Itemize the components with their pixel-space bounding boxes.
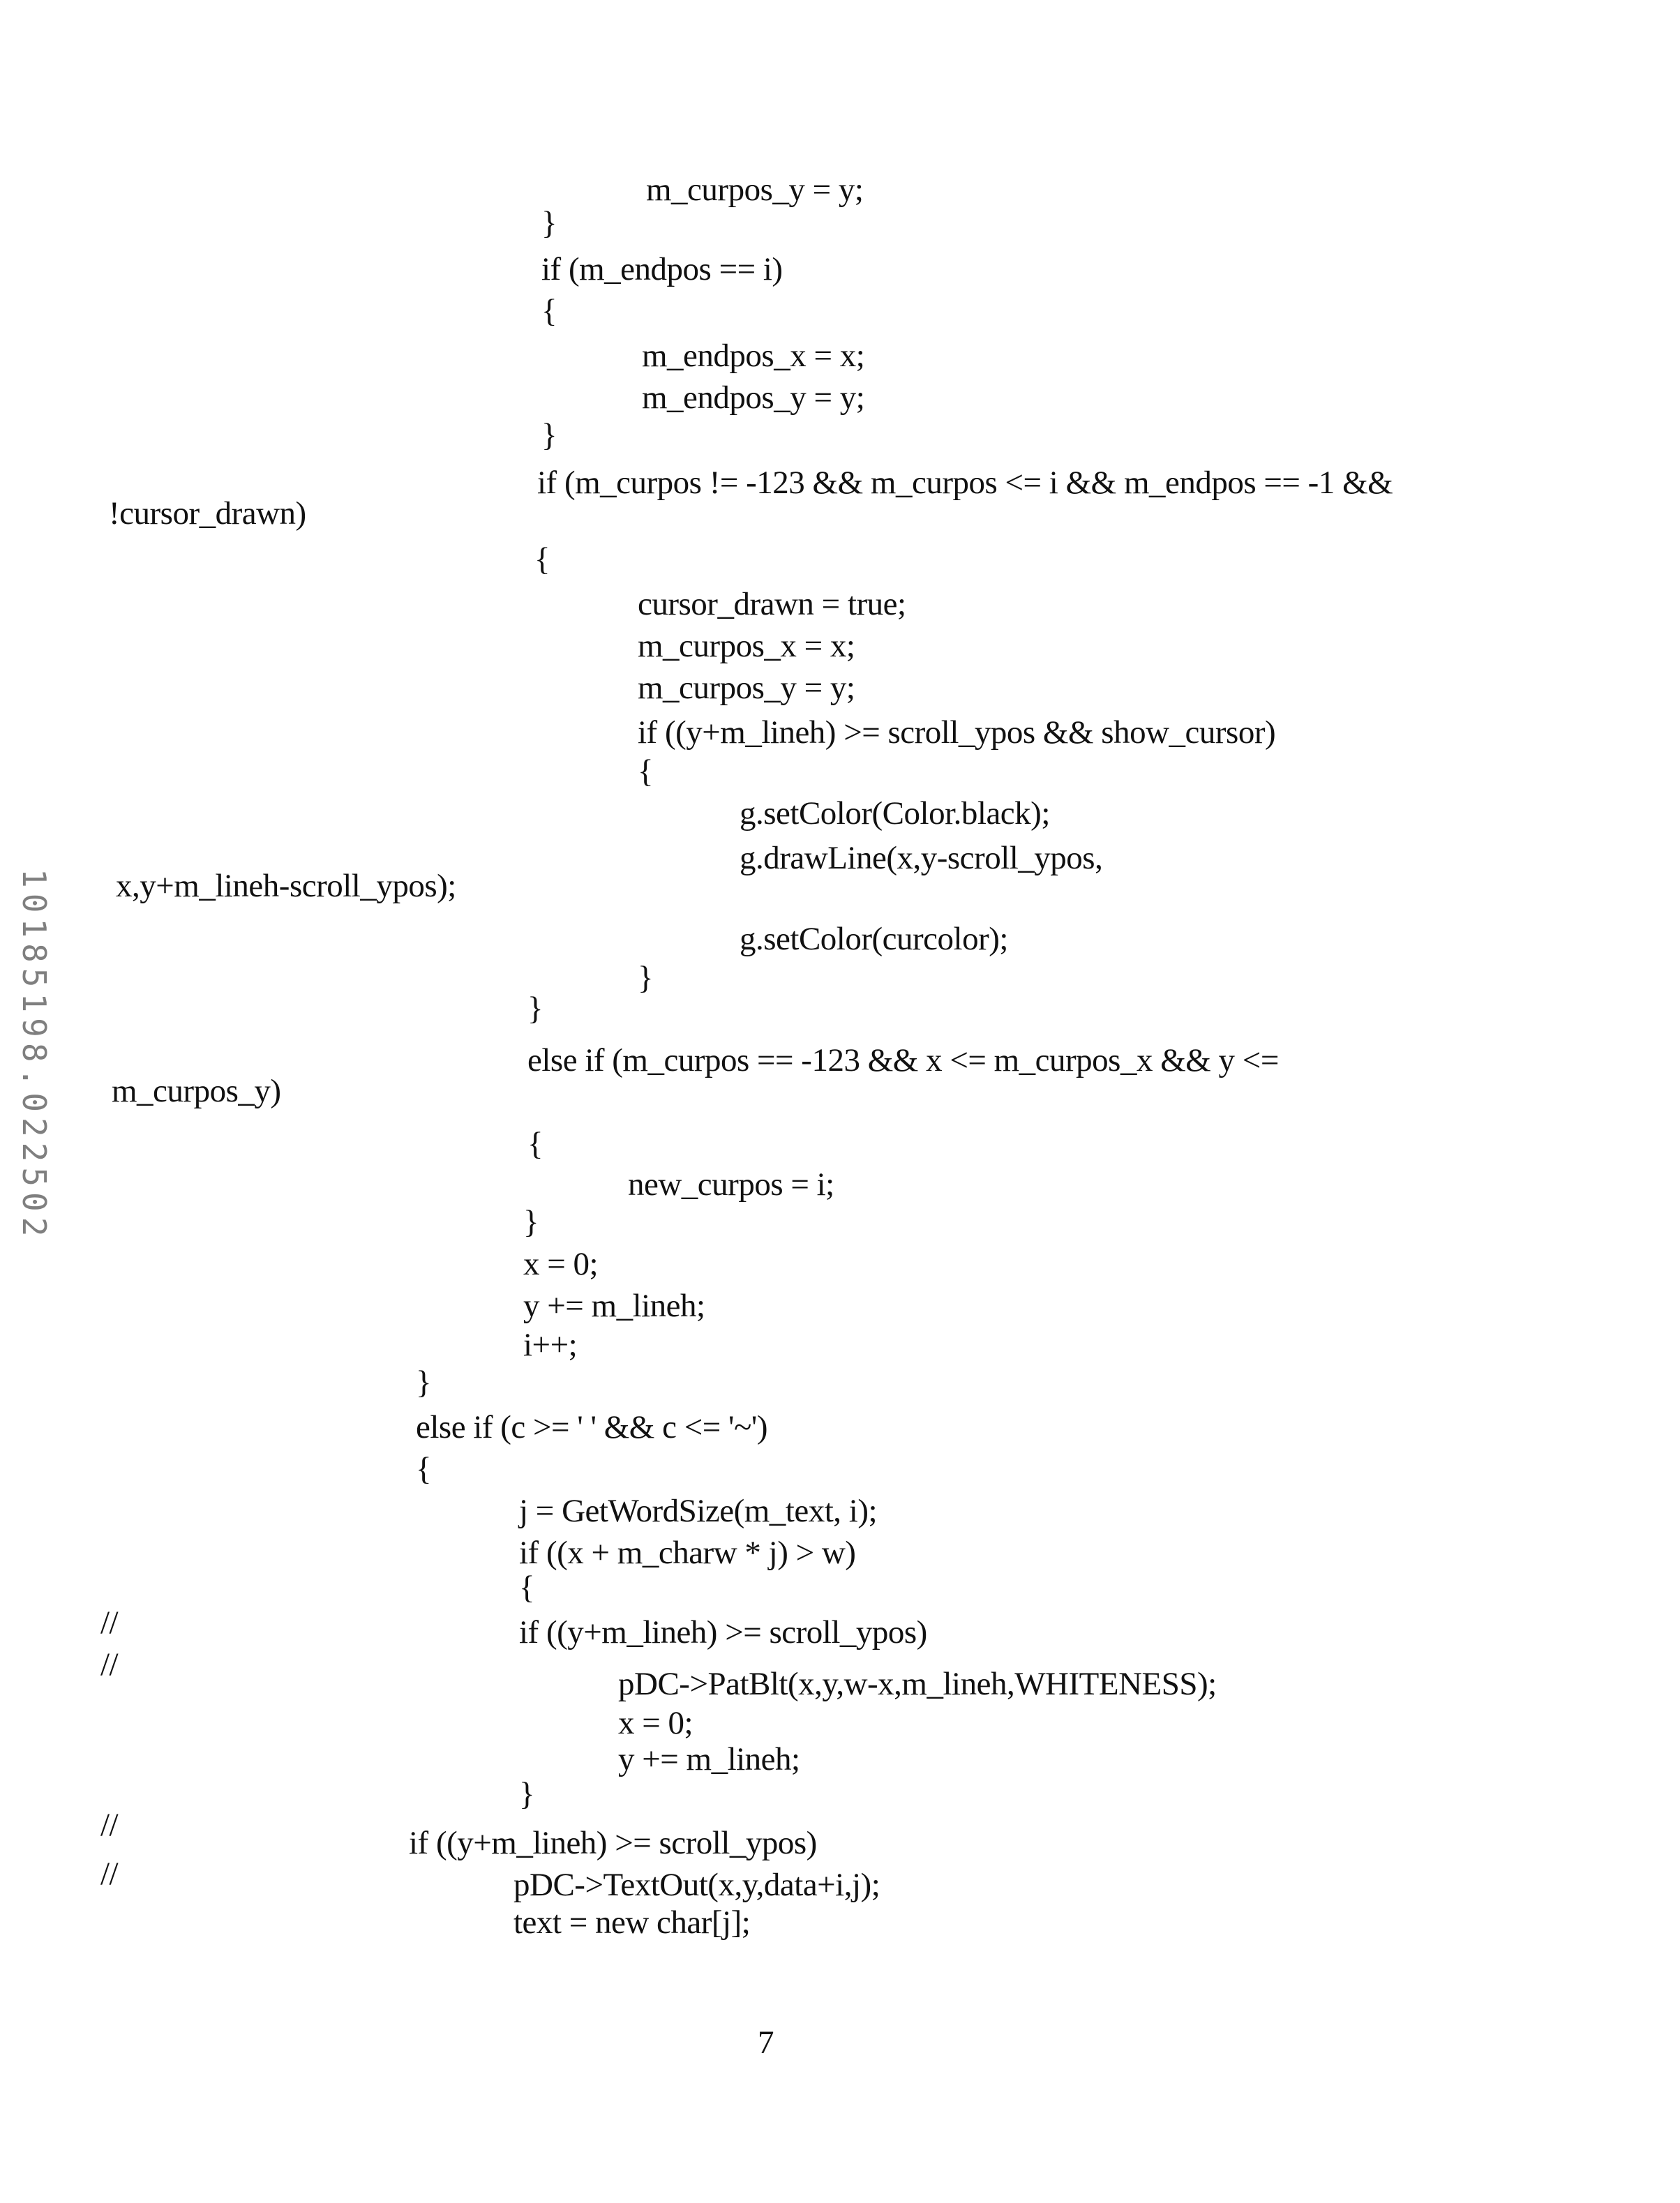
code-line: if ((y+m_lineh) >= scroll_ypos && show_cursor) (638, 713, 1275, 752)
code-line: } (519, 1775, 534, 1814)
page-number: 7 (758, 2023, 774, 2062)
code-line: if (m_endpos == i) (541, 250, 783, 289)
code-line: if (m_curpos != -123 && m_curpos <= i && m_endpos == -1 && (537, 463, 1393, 502)
comment-mark: // (100, 1854, 118, 1893)
code-line: m_curpos_y) (112, 1072, 281, 1111)
code-line: !cursor_drawn) (109, 494, 306, 533)
code-line: g.drawLine(x,y-scroll_ypos, (740, 839, 1102, 878)
code-line: y += m_lineh; (523, 1286, 705, 1325)
code-line: } (541, 416, 557, 455)
code-line: y += m_lineh; (618, 1740, 800, 1779)
code-line: { (519, 1568, 534, 1607)
code-line: i++; (523, 1325, 577, 1364)
code-line: j = GetWordSize(m_text, i); (519, 1491, 877, 1531)
code-line: { (638, 752, 653, 791)
comment-mark: // (100, 1805, 118, 1844)
code-line: { (416, 1450, 431, 1489)
code-line: m_endpos_x = x; (642, 336, 864, 375)
code-line: x = 0; (523, 1245, 598, 1284)
code-line: } (638, 958, 653, 998)
code-line: } (527, 989, 543, 1028)
code-line: g.setColor(curcolor); (740, 919, 1008, 958)
code-line: new_curpos = i; (628, 1165, 834, 1204)
code-line: if ((y+m_lineh) >= scroll_ypos) (519, 1613, 927, 1652)
code-line: m_curpos_y = y; (638, 668, 855, 707)
comment-mark: // (100, 1645, 118, 1684)
code-line: if ((y+m_lineh) >= scroll_ypos) (409, 1824, 817, 1863)
code-line: x = 0; (618, 1704, 693, 1743)
code-line: else if (m_curpos == -123 && x <= m_curpos_x && y <= (527, 1041, 1279, 1080)
code-line: { (534, 540, 550, 579)
code-line: pDC->TextOut(x,y,data+i,j); (513, 1865, 880, 1904)
code-line: x,y+m_lineh-scroll_ypos); (116, 866, 456, 905)
code-line: g.setColor(Color.black); (740, 794, 1050, 833)
comment-mark: // (100, 1603, 118, 1642)
document-id-stamp (13, 869, 54, 1420)
code-line: { (527, 1125, 543, 1164)
code-line: if ((x + m_charw * j) > w) (519, 1533, 855, 1572)
code-line: { (541, 292, 557, 331)
stamp-text: 10185198.022502 (15, 869, 53, 1242)
code-line: m_curpos_x = x; (638, 626, 855, 666)
code-line: else if (c >= ' ' && c <= '~') (416, 1408, 767, 1447)
code-line: } (416, 1363, 431, 1402)
code-line: cursor_drawn = true; (638, 585, 906, 624)
code-line: } (523, 1203, 539, 1242)
code-line: pDC->PatBlt(x,y,w-x,m_lineh,WHITENESS); (618, 1664, 1217, 1704)
code-line: m_endpos_y = y; (642, 378, 864, 417)
code-line: text = new char[j]; (513, 1903, 750, 1942)
code-line: m_curpos_y = y; (646, 170, 863, 209)
code-line: } (541, 204, 557, 243)
